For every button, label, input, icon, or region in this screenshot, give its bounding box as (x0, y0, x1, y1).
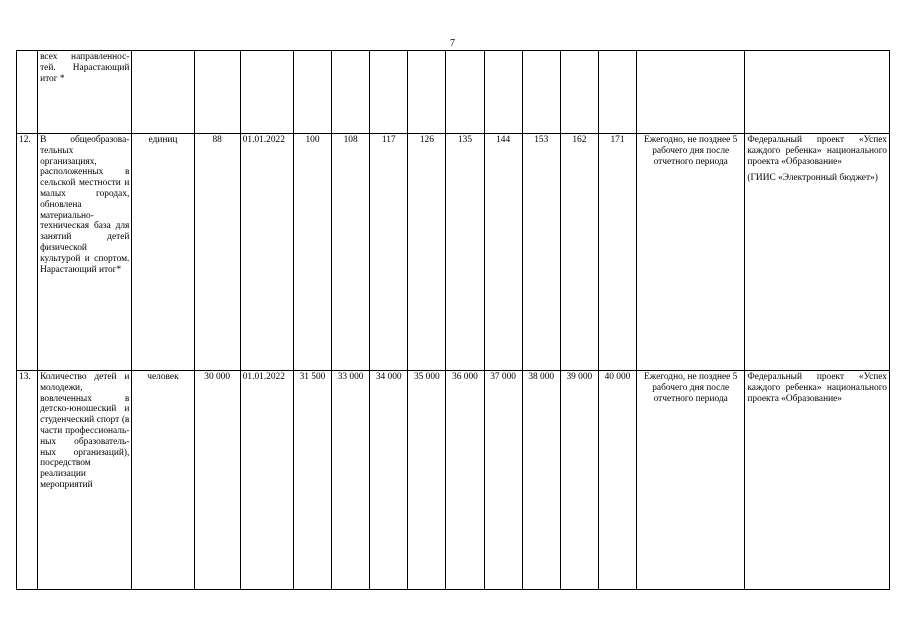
row-number-cell: 13. (17, 371, 38, 590)
indicators-table (16, 50, 890, 590)
indicator-name: всех направленнос-тей. Нарастающий итог * (40, 52, 130, 84)
page-number: 7 (450, 38, 455, 49)
year-value-cell (293, 51, 331, 134)
row-number-cell (17, 51, 38, 134)
unit-cell (132, 51, 194, 134)
source-project: Федеральный проект «Успех каждого ребенка» национального проекта «Образование» (747, 135, 887, 167)
year-value-cell (522, 51, 560, 134)
base-value-cell: 88 (194, 134, 240, 371)
year-value-cell: 162 (560, 134, 598, 371)
source-cell (745, 371, 890, 590)
year-value-cell: 153 (522, 134, 560, 371)
base-value-cell (194, 51, 240, 134)
reporting-period-cell: Ежегодно, не позднее 5 рабочего дня после отчетного периода (637, 371, 745, 590)
year-value-cell (560, 51, 598, 134)
year-value-cell: 135 (446, 134, 484, 371)
year-value-cell: 34 000 (370, 371, 408, 590)
source-cell (745, 51, 890, 134)
table-row (17, 371, 890, 590)
year-value-cell (484, 51, 522, 134)
indicator-name-cell (38, 371, 132, 590)
source-project: Федеральный проект «Успех каждого ребенка» национального проекта «Образование» (747, 372, 887, 404)
indicator-name: В общеобразова-тельных организациях, расположенных в сельской местности и малых городах, обновлена материально-техническая база для занятий детей физической культурой и спортом. Нарастающий итог* (40, 135, 130, 275)
year-value-cell: 108 (332, 134, 370, 371)
year-value-cell: 144 (484, 134, 522, 371)
year-value-cell: 35 000 (408, 371, 446, 590)
year-value-cell (370, 51, 408, 134)
reporting-period-cell (637, 51, 745, 134)
reporting-period-cell: Ежегодно, не позднее 5 рабочего дня после отчетного периода (637, 134, 745, 371)
year-value-cell: 117 (370, 134, 408, 371)
table-row (17, 51, 890, 134)
year-value-cell: 31 500 (293, 371, 331, 590)
year-value-cell: 36 000 (446, 371, 484, 590)
indicator-name-cell (38, 134, 132, 371)
year-value-cell: 171 (598, 134, 636, 371)
unit-cell: единиц (132, 134, 194, 371)
row-number-cell: 12. (17, 134, 38, 371)
indicator-name-cell (38, 51, 132, 134)
year-value-cell (598, 51, 636, 134)
year-value-cell (408, 51, 446, 134)
base-date-cell: 01.01.2022 (240, 134, 293, 371)
year-value-cell (332, 51, 370, 134)
base-value-cell: 30 000 (194, 371, 240, 590)
year-value-cell: 126 (408, 134, 446, 371)
base-date-cell (240, 51, 293, 134)
year-value-cell: 40 000 (598, 371, 636, 590)
year-value-cell: 33 000 (332, 371, 370, 590)
unit-cell: человек (132, 371, 194, 590)
source-system: (ГИИС «Электронный бюджет») (747, 173, 878, 184)
base-date-cell: 01.01.2022 (240, 371, 293, 590)
table-row (17, 134, 890, 371)
year-value-cell: 100 (293, 134, 331, 371)
year-value-cell: 38 000 (522, 371, 560, 590)
source-cell (745, 134, 890, 371)
year-value-cell: 39 000 (560, 371, 598, 590)
year-value-cell (446, 51, 484, 134)
indicator-name: Количество детей и молодежи, вовлеченных в детско-юношеский и студенческий спорт (в части профессиональ-ных образователь-ных организаций), посредством реализации мероприятий (40, 372, 130, 490)
year-value-cell: 37 000 (484, 371, 522, 590)
